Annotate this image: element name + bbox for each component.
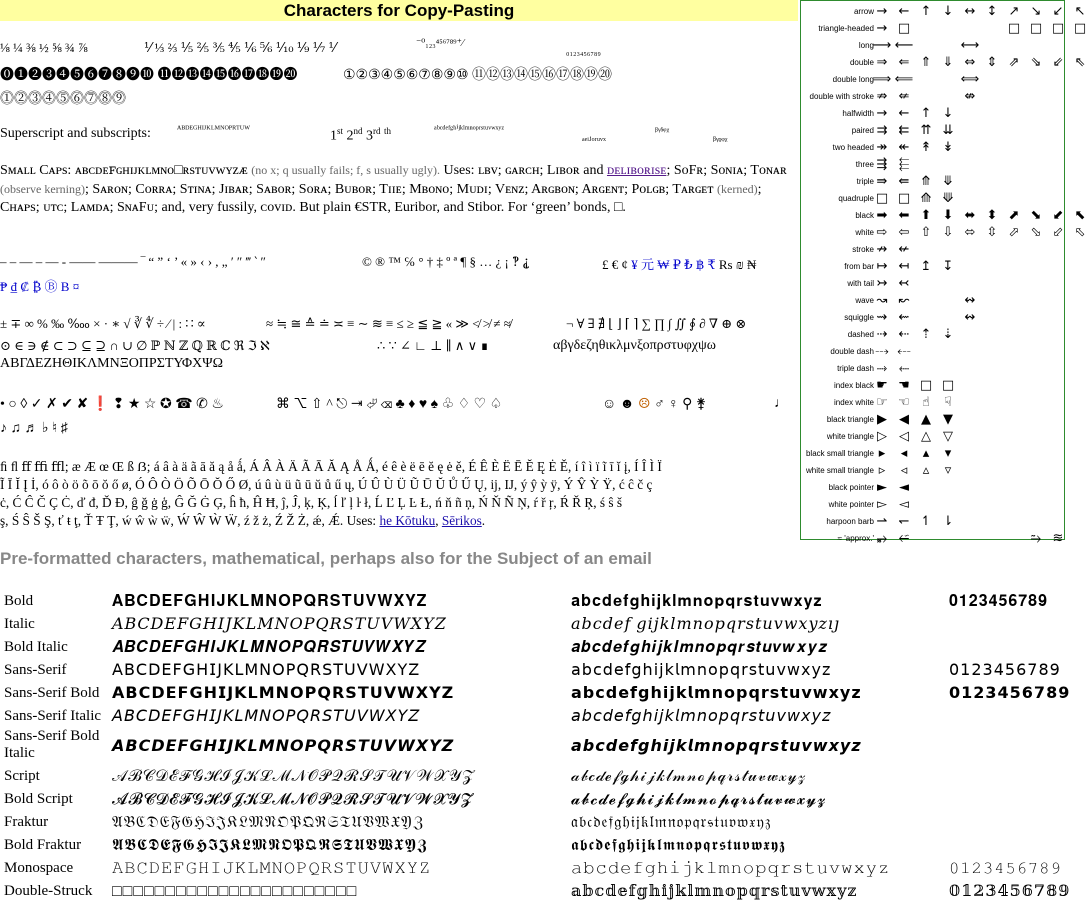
arrow-glyph[interactable]: □: [1073, 21, 1087, 36]
arrow-row-label: two headed: [832, 143, 874, 152]
arrow-row: [801, 411, 1064, 428]
arrow-row: [801, 224, 1086, 241]
arrow-row: [801, 513, 1064, 530]
font-row-name: Script: [4, 768, 40, 784]
font-row-name: Double-Struck: [4, 883, 93, 899]
greek-lowercase: αβγδεζηθικλμνξοπρστυφχψω: [553, 338, 716, 353]
arrow-glyph[interactable]: ⇔: [964, 55, 976, 70]
greek-uppercase: ΑΒΓΔΕΖΗΘΙΚΛΜΝΞΟΠΡΣΤΥΦΧΨΩ: [0, 356, 224, 371]
font-row: [0, 880, 1071, 903]
font-row-name: Sans-Serif: [4, 662, 67, 678]
arrow-glyph[interactable]: ⥲: [1030, 531, 1042, 546]
frown-icon: ☹: [638, 397, 651, 412]
arrow-glyph[interactable]: ⇧: [920, 225, 932, 240]
arrow-glyph[interactable]: ⟶: [872, 38, 892, 53]
font-sample[interactable]: 𝟢𝟣𝟤𝟥𝟦𝟧𝟨𝟩𝟪𝟫: [949, 662, 1061, 679]
arrow-glyph[interactable]: □: [919, 378, 933, 393]
arrow-row: [801, 394, 1064, 411]
arrow-glyph[interactable]: ↭: [964, 293, 976, 308]
arrow-glyph[interactable]: ⤏: [875, 344, 889, 359]
arrow-glyph[interactable]: □: [897, 191, 911, 206]
font-sample[interactable]: 𝔞𝔟𝔠𝔡𝔢𝔣𝔤𝔥𝔦𝔧𝔨𝔩𝔪𝔫𝔬𝔭𝔮𝔯𝔰𝔱𝔲𝔳𝔴𝔵𝔶𝔷: [571, 814, 772, 831]
arrow-glyph[interactable]: ▷: [877, 429, 887, 444]
arrow-row-label: double long: [832, 75, 874, 84]
font-row: [0, 728, 1067, 765]
circled-numbers: ①②③④⑤⑥⑦⑧⑨⑩ ⑪⑫⑬⑭⑮⑯⑰⑱⑲⑳: [343, 68, 613, 83]
page-title: Characters for Copy-Pasting: [0, 0, 798, 21]
arrow-row-label: squiggle: [844, 313, 874, 322]
arrow-row-label: black: [855, 211, 874, 220]
font-sample[interactable]: 𝟎𝟏𝟐𝟑𝟒𝟓𝟔𝟕𝟖𝟗: [949, 593, 1048, 610]
fractions-line: ⅛ ¼ ⅜ ½ ⅝ ¾ ⅞: [0, 40, 88, 55]
font-row-name: Bold Script: [4, 791, 73, 807]
keyboard-card-symbols: ⌘ ⌥ ⇧ ^ ⎋ ⇥ ⏎ ⌫ ♣ ♦ ♥ ♠ ♧ ♢ ♡ ♤: [276, 397, 503, 412]
font-sample[interactable]: 𝟶𝟷𝟸𝟹𝟺𝟻𝟼𝟽𝟾𝟿: [949, 860, 1062, 877]
arrow-glyph[interactable]: ↭: [964, 310, 976, 325]
arrow-glyph[interactable]: ⟹: [872, 72, 892, 87]
arrow-glyph[interactable]: ⇐: [898, 55, 910, 70]
arrow-glyph[interactable]: ▹: [878, 463, 886, 478]
arrow-glyph[interactable]: ⬇: [942, 208, 954, 223]
font-row-name: Bold: [4, 593, 34, 609]
arrow-glyph[interactable]: ▲: [921, 412, 931, 427]
arrow-glyph[interactable]: ↤: [898, 259, 910, 274]
arrow-row: [801, 445, 1064, 462]
arrow-glyph[interactable]: ≋: [1052, 531, 1064, 546]
negative-circled-numbers: ⓿❶❷❸❹❺❻❼❽❾❿ ⓫⓬⓭⓮⓯⓰⓱⓲⓳⓴: [0, 68, 298, 83]
punctuation-line: – – — – — - —— ——— ‾ “ ” ‘ ’ « » ‹ › , „ ′ ″ ‴ ‵ ″: [0, 254, 266, 269]
arrow-glyph[interactable]: ↑: [920, 106, 932, 121]
music-symbols: ♪ ♫ ♬ ♭ ♮ ♯: [0, 421, 68, 436]
arrow-glyph[interactable]: ◄: [899, 480, 909, 495]
arrow-glyph[interactable]: ⇙: [1052, 55, 1064, 70]
exclamation-icon: ❗: [91, 397, 110, 412]
font-sample[interactable]: 𝙖𝙗𝙘𝙙𝙚𝙛𝙜𝙝𝙞𝙟𝙠𝙡𝙢𝙣𝙤𝙥𝙦𝙧𝙨𝙩𝙪𝙫𝙬𝙭𝙮𝙯: [571, 738, 862, 755]
font-row: [0, 705, 1067, 728]
arrow-glyph[interactable]: ↿: [920, 514, 932, 529]
arrow-glyph[interactable]: ▻: [877, 497, 887, 512]
arrow-glyph[interactable]: ⟰: [920, 191, 932, 206]
arrow-glyph[interactable]: ⬸: [898, 361, 910, 376]
arrow-row: [801, 20, 1087, 37]
font-row-name: Bold Fraktur: [4, 837, 82, 853]
arrow-glyph[interactable]: →: [876, 21, 888, 36]
font-sample[interactable]: □□□□□□□□□□□□□□□□□□□□□□□: [112, 883, 358, 900]
arrow-row: [801, 71, 1064, 88]
arrow-row: [801, 241, 1064, 258]
font-row-name: Sans-Serif Italic: [4, 708, 102, 724]
arrow-glyph[interactable]: ⇒: [876, 55, 888, 70]
arrow-glyph[interactable]: ▶: [877, 412, 887, 427]
font-sample[interactable]: 𝐚𝐛𝐜𝐝𝐞𝐟𝐠𝐡𝐢𝐣𝐤𝐥𝐦𝐧𝐨𝐩𝐪𝐫𝐬𝐭𝐮𝐯𝐰𝐱𝐲𝐳: [571, 593, 823, 610]
arrow-glyph[interactable]: ⇊: [942, 123, 954, 138]
superscripts-label: Superscript and subscripts:: [0, 126, 151, 141]
arrow-glyph[interactable]: ◁: [899, 429, 909, 444]
arrow-glyph[interactable]: ↓: [942, 4, 954, 19]
arrow-glyph[interactable]: ↗: [1008, 4, 1020, 19]
font-row: [0, 636, 1067, 659]
arrow-row: [801, 88, 1064, 105]
arrow-glyph[interactable]: ⟷: [960, 38, 980, 53]
arrow-glyph[interactable]: ⇠: [898, 327, 910, 342]
arrow-glyph[interactable]: ↚: [898, 242, 910, 257]
arrow-row-label: double with stroke: [809, 92, 874, 101]
font-row: [0, 834, 1067, 857]
arrow-row-label: long: [858, 41, 874, 50]
arrow-row-label: white small triangle: [805, 466, 874, 475]
arrow-glyph[interactable]: ▵: [922, 463, 930, 478]
arrow-row-label: harpoon barb: [826, 517, 874, 526]
arrow-glyph[interactable]: ↞: [898, 140, 910, 155]
arrow-glyph[interactable]: ↦: [876, 259, 888, 274]
arrow-glyph[interactable]: ←: [898, 106, 910, 121]
arrow-glyph[interactable]: ⬂: [1030, 225, 1042, 240]
arrow-glyph[interactable]: ⇑: [920, 55, 932, 70]
arrow-glyph[interactable]: ⇦: [898, 225, 910, 240]
quarter-note-icon: ♩: [774, 396, 788, 411]
arrow-row-label: halfwidth: [842, 109, 874, 118]
font-sample[interactable]: 𝕒𝕓𝕔𝕕𝕖𝕗𝕘𝕙𝕚𝕛𝕜𝕝𝕞𝕟𝕠𝕡𝕢𝕣𝕤𝕥𝕦𝕧𝕨𝕩𝕪𝕫: [571, 883, 858, 900]
arrow-glyph[interactable]: ⤎: [897, 344, 911, 359]
sub-digits: ₀₁₂₃₄₅₆₇₈₉: [566, 46, 601, 57]
small-caps-paragraph: Sᴍᴀʟʟ Cᴀᴘs: ᴀʙᴄᴅᴇꜰɢʜɪᴊᴋʟᴍɴᴏ□ʀsᴛᴜᴠᴡʏᴢᴁ (no x; q usually fails; f, s usually ugly). Uses: ʟʙᴠ; ɢᴀʀᴄʜ; Lɪʙᴏʀ and ᴅᴇʟɪʙᴏʀɪsᴇ; SᴏFʀ; Sᴏɴɪᴀ; Tᴏɴᴀʀ (observe kerning); Sᴀʀᴏɴ; Cᴏʀʀᴀ; Sᴛɪɴᴀ; Jɪʙᴀʀ; Sᴀʙᴏʀ; Sᴏʀᴀ; Bᴜʙᴏʀ; Tɪɪᴇ; Mʙᴏɴᴏ; Mᴜᴅɪ; Vᴇɴᴢ; Aʀɢʙᴏɴ; Aʀɢᴇɴᴛ; Pᴏʟɢʙ; Tᴀʀɢᴇᴛ (kerned); Cʜᴀᴘs; ᴜᴛᴄ; Lᴀᴍᴅᴀ; SɴᴀFᴜ; and, very fussily, ᴄᴏᴠɪᴅ. But plain €STR, Euribor, and Stibor. For ‘green’ bonds, □.: [0, 163, 787, 215]
arrow-row: [801, 156, 1064, 173]
arrow-glyph[interactable]: ⟺: [960, 72, 980, 87]
arrow-glyph[interactable]: ⤋: [942, 174, 954, 189]
arrow-glyph[interactable]: ⇜: [898, 310, 910, 325]
arrow-row-label: ≈ 'approx.': [837, 534, 874, 543]
font-sample[interactable]: 𝗮𝗯𝗰𝗱𝗲𝗳𝗴𝗵𝗶𝗷𝗸𝗹𝗺𝗻𝗼𝗽𝗾𝗿𝘀𝘁𝘂𝘃𝘄𝘅𝘆𝘇: [571, 685, 862, 702]
font-row: [0, 765, 1067, 788]
arrow-glyph[interactable]: ⇓: [942, 55, 954, 70]
arrow-glyph[interactable]: ⤑: [876, 361, 888, 376]
arrow-row: [801, 173, 1064, 190]
arrow-row-label: stroke: [852, 245, 874, 254]
arrow-glyph[interactable]: ⬆: [920, 208, 932, 223]
arrow-glyph[interactable]: ⇛: [876, 174, 888, 189]
arrow-row: [801, 275, 1064, 292]
font-row: [0, 659, 1067, 682]
arrow-glyph[interactable]: ⇀: [876, 514, 888, 529]
font-sample[interactable]: 𝑎𝑏𝑐𝑑𝑒𝑓 𝑔𝑖𝑗𝑘𝑙𝑚𝑛𝑜𝑝𝑞𝑟𝑠𝑡𝑢𝑣𝑤𝑥𝑦𝑧𝚤𝚥: [571, 616, 840, 633]
arrow-row: [801, 343, 1064, 360]
arrow-glyph[interactable]: ↣: [876, 276, 888, 291]
arrow-glyph[interactable]: ◀: [899, 412, 909, 427]
font-sample[interactable]: 𝖺𝖻𝖼𝖽𝖾𝖿𝗀𝗁𝗂𝗃𝗄𝗅𝗆𝗇𝗈𝗉𝗊𝗋𝗌𝗍𝗎𝗏𝗐𝗑𝗒𝗓: [571, 662, 832, 679]
arrow-row-label: triangle-headed: [818, 24, 874, 33]
arrow-glyph[interactable]: ⇍: [898, 89, 910, 104]
arrow-row: [801, 37, 1064, 54]
arrow-glyph[interactable]: ⬍: [986, 208, 998, 223]
arrow-glyph[interactable]: ☛: [876, 378, 888, 393]
arrow-glyph[interactable]: △: [921, 429, 931, 444]
arrow-row: [801, 479, 1064, 496]
arrow-glyph[interactable]: ☜: [898, 395, 910, 410]
arrow-glyph[interactable]: ⇶: [876, 157, 888, 172]
font-sample[interactable]: 𝟘𝟙𝟚𝟛𝟜𝟝𝟞𝟟𝟠𝟡: [949, 883, 1071, 900]
arrow-glyph[interactable]: ↕: [986, 4, 998, 19]
arrow-row-label: black triangle: [826, 415, 874, 424]
ordinals: 1st 2nd 3rd $^{th}$: [330, 126, 392, 144]
font-sample[interactable]: 𝒜ℬ𝒞𝒟ℰℱ𝒢ℋℐ𝒥𝒦ℒℳ𝒩𝒪𝒫𝒬ℛ𝒮𝒯𝒰𝒱𝒲𝒳𝒴𝒵: [112, 768, 476, 785]
arrow-glyph[interactable]: →: [876, 106, 888, 121]
arrow-row-label: quadruple: [838, 194, 874, 203]
section-heading: Pre-formatted characters, mathematical, perhaps also for the Subject of an email: [0, 549, 652, 568]
arrow-glyph[interactable]: ↙: [1052, 4, 1064, 19]
arrow-glyph[interactable]: ⟵: [894, 38, 914, 53]
font-row: [0, 788, 1067, 811]
arrow-glyph[interactable]: ⇉: [876, 123, 888, 138]
arrow-glyph[interactable]: ⇗: [1008, 55, 1020, 70]
arrow-glyph[interactable]: ⇕: [986, 55, 998, 70]
font-row-name: Sans-Serif Bold: [4, 685, 100, 701]
arrow-glyph[interactable]: ↽: [898, 514, 910, 529]
arrow-glyph[interactable]: ⬃: [1052, 225, 1064, 240]
arrow-glyph[interactable]: ☞: [876, 395, 888, 410]
link-he-kotuku[interactable]: he Kōtuku: [379, 513, 436, 528]
font-sample[interactable]: 𝚊𝚋𝚌𝚍𝚎𝚏𝚐𝚑𝚒𝚓𝚔𝚕𝚖𝚗𝚘𝚙𝚚𝚛𝚜𝚝𝚞𝚟𝚠𝚡𝚢𝚣: [571, 860, 891, 877]
link-serikos[interactable]: Sērikos: [441, 513, 482, 528]
deliborise-link[interactable]: ᴅᴇʟɪʙᴏʀɪsᴇ: [606, 163, 667, 178]
arrow-glyph[interactable]: ↜: [898, 293, 910, 308]
arrow-glyph[interactable]: ⇎: [964, 89, 976, 104]
arrow-glyph[interactable]: ⬀: [1008, 225, 1020, 240]
arrow-row-label: wave: [855, 296, 874, 305]
arrow-row-label: black small triangle: [805, 449, 874, 458]
arrow-glyph[interactable]: ⇘: [1030, 55, 1042, 70]
arrow-glyph[interactable]: ⬄: [964, 225, 976, 240]
font-row-name: Italic: [4, 616, 35, 632]
arrow-glyph[interactable]: ↠: [876, 140, 888, 155]
arrow-row: [801, 309, 1064, 326]
arrow-glyph[interactable]: ⬱: [898, 157, 910, 172]
arrow-row-label: with tail: [847, 279, 874, 288]
therefore-symbols: ∴ ∵ ∠ ∟ ⊥ ∥ ∧ ∨ ∎: [377, 338, 489, 353]
arrow-glyph[interactable]: ↢: [898, 276, 910, 291]
arrow-row-label: white triangle: [826, 432, 874, 441]
arrow-row: [801, 292, 1064, 309]
math-operators: ± ∓ ∞ % ‰ ‱ × · ∗ √ ∛ ∜ ÷ ∕ | : ∷ ∝: [0, 316, 206, 331]
arrow-glyph[interactable]: ⬈: [1008, 208, 1020, 223]
arrow-row-label: white: [855, 228, 874, 237]
arrow-glyph[interactable]: ⬁: [1074, 225, 1086, 240]
arrow-row: [801, 105, 1064, 122]
font-sample[interactable]: 𝒂𝒃𝒄𝒅𝒆𝒇𝒈𝒉𝒊𝒋𝒌𝒍𝒎𝒏𝒐𝒑𝒒𝒓𝒔𝒕𝒖𝒗𝒘𝒙𝒚𝒛: [571, 639, 829, 656]
arrow-row-label: paired: [851, 126, 874, 135]
arrow-glyph[interactable]: ⇳: [986, 225, 998, 240]
arrow-glyph[interactable]: ☚: [898, 378, 910, 393]
superscript-lower: ᵃᵇᶜᵈᵉᶠᵍʰⁱʲᵏˡᵐⁿᵒᵖʳˢᵗᵘᵛʷˣʸᶻ: [434, 124, 505, 135]
arrow-glyph[interactable]: ⇇: [898, 123, 910, 138]
font-sample[interactable]: 𝔄𝔅ℭ𝔇𝔈𝔉𝔊ℌℑ𝔍𝔎𝔏𝔐𝔑𝔒𝔓𝔔ℜ𝔖𝔗𝔘𝔙𝔚𝔛𝔜ℨ: [112, 814, 424, 831]
arrow-glyph[interactable]: ⇣: [942, 327, 954, 342]
arrow-row: [801, 496, 1064, 513]
currency-line-2: ₱ ₫ ₡ ₿ Ⓑ B ¤: [0, 279, 80, 294]
font-sample[interactable]: 𝖠𝖡𝖢𝖣𝖤𝖥𝖦𝖧𝖨𝖩𝖪𝖫𝖬𝖭𝖮𝖯𝖰𝖱𝖲𝖳𝖴𝖵𝖶𝖷𝖸𝖹: [112, 662, 421, 679]
arrow-row-label: index black: [833, 381, 874, 390]
arrow-glyph[interactable]: ↡: [942, 140, 954, 155]
arrow-glyph[interactable]: ⟸: [894, 72, 914, 87]
font-row-name: Bold Italic: [4, 639, 68, 655]
font-sample[interactable]: 𝖆𝖇𝖈𝖉𝖊𝖋𝖌𝖍𝖎𝖏𝖐𝖑𝖒𝖓𝖔𝖕𝖖𝖗𝖘𝖙𝖚𝖛𝖜𝖝𝖞𝖟: [571, 837, 786, 854]
arrow-glyph[interactable]: ↝: [876, 293, 888, 308]
arrow-glyph[interactable]: ↖: [1074, 4, 1086, 19]
arrow-table: [800, 0, 1087, 546]
set-symbols: ⊙ ∈ ∋ ∉ ⊂ ⊃ ⊆ ⊇ ∩ ∪ ∅ ℙ ℕ ℤ ℚ ℝ ℂ ℜ ℑ ℵ: [0, 338, 270, 353]
font-sample[interactable]: 𝘈𝘉𝘊𝘋𝘌𝘍𝘎𝘏𝘐𝘑𝘒𝘓𝘔𝘕𝘖𝘗𝘘𝘙𝘚𝘛𝘜𝘝𝘞𝘟𝘠𝘡: [112, 708, 421, 725]
font-sample[interactable]: 𝑨𝑩𝑪𝑫𝑬𝑭𝑮𝑯𝑰𝑱𝑲𝑳𝑴𝑵𝑶𝑷𝑸𝑹𝑺𝑻𝑼𝑽𝑾𝑿𝒀𝒁: [112, 639, 427, 656]
vulgar-fractions: ⅟ ⅓ ⅔ ⅕ ⅖ ⅗ ⅘ ⅙ ⅚ ⅒ ⅑ ⅐ ⅟: [144, 40, 336, 55]
arrow-row: [801, 258, 1064, 275]
font-row: [0, 811, 1067, 834]
font-sample[interactable]: 𝓐𝓑𝓒𝓓𝓔𝓕𝓖𝓗𝓘𝓙𝓚𝓛𝓜𝓝𝓞𝓟𝓠𝓡𝓢𝓣𝓤𝓥𝓦𝓧𝓨𝓩: [112, 791, 474, 808]
arrow-glyph[interactable]: ↓: [942, 106, 954, 121]
arrow-glyph[interactable]: ◂: [900, 446, 908, 461]
arrow-glyph[interactable]: □: [1029, 21, 1043, 36]
arrow-row: [801, 139, 1064, 156]
arrow-glyph[interactable]: □: [897, 21, 911, 36]
font-row: [0, 590, 1067, 613]
arrow-glyph[interactable]: ◅: [899, 497, 909, 512]
arrow-row: [801, 360, 1064, 377]
arrow-glyph[interactable]: □: [875, 191, 889, 206]
arrow-glyph[interactable]: ▸: [878, 446, 886, 461]
font-sample[interactable]: 𝕬𝕭𝕮𝕯𝕰𝕱𝕲𝕳𝕴𝕵𝕶𝕷𝕸𝕹𝕺𝕻𝕼𝕽𝕾𝕿𝖀𝖁𝖂𝖃𝖄𝖅: [112, 837, 428, 854]
font-sample[interactable]: 𝘢𝘣𝘤𝘥𝘦𝘧𝘨𝘩𝘪𝘫𝘬𝘭𝘮𝘯𝘰𝘱𝘲𝘳𝘴𝘵𝘶𝘷𝘸𝘹𝘺𝘻: [571, 708, 832, 725]
arrow-glyph[interactable]: ⬊: [1030, 208, 1042, 223]
arrow-glyph[interactable]: ⥵: [876, 531, 888, 546]
arrow-glyph[interactable]: ↟: [920, 140, 932, 155]
arrow-glyph[interactable]: ▽: [943, 429, 953, 444]
arrow-glyph[interactable]: □: [1051, 21, 1065, 36]
font-sample[interactable]: 𝗔𝗕𝗖𝗗𝗘𝗙𝗚𝗛𝗜𝗝𝗞𝗟𝗠𝗡𝗢𝗣𝗤𝗥𝗦𝗧𝗨𝗩𝗪𝗫𝗬𝗭: [112, 685, 455, 702]
arrow-glyph[interactable]: ⬅: [898, 208, 910, 223]
arrow-glyph[interactable]: ▴: [922, 446, 930, 461]
arrow-row-label: three: [855, 160, 874, 169]
arrow-row: [801, 3, 1086, 20]
arrow-row: [801, 326, 1064, 343]
arrow-glyph[interactable]: ⇢: [876, 327, 888, 342]
arrow-glyph[interactable]: ⇨: [876, 225, 888, 240]
arrow-glyph[interactable]: ⇂: [942, 514, 954, 529]
arrow-glyph[interactable]: ☟: [944, 395, 952, 410]
arrow-glyph[interactable]: ↑: [920, 4, 932, 19]
double-circled-numbers: ⓵⓶⓷⓸⓹⓺⓻⓼⓽: [0, 92, 126, 107]
font-row-name: Sans-Serif Bold Italic: [4, 728, 100, 761]
arrow-row-label: double: [849, 58, 874, 67]
arrow-row: [801, 428, 1064, 445]
font-sample[interactable]: 𝐀𝐁𝐂𝐃𝐄𝐅𝐆𝐇𝐈𝐉𝐊𝐋𝐌𝐍𝐎𝐏𝐐𝐑𝐒𝐓𝐔𝐕𝐖𝐗𝐘𝐙: [112, 593, 428, 610]
arrow-glyph[interactable]: ⬉: [1074, 208, 1086, 223]
super-digits: ⁻⁰₁₂₃⁴⁵⁶⁷⁸⁹⁺⁄: [416, 38, 464, 49]
ligatures-accents: ﬁ ﬂ ﬀ ﬃ ﬄ; æ Æ œ Œ ß ẞ; á â à ä ã ā ă ą å ǻ, Á Â À Ä Ã Ā Ă Ą Å Ǻ, é ê è ë ē ĕ ę ė ě, É Ê È Ë Ē Ĕ Ę Ė Ě, í î ì ï ĩ ī ĭ į, Í Î Ì Ï Ĩ Ī Ĭ Į İ, ó ô ò ö õ ō ŏ ő ø, Ó Ô Ò Ö Õ Ō Ŏ Ő Ø, ú û ù ü ũ ū ŭ ů ű ų, Ú Û Ù Ü Ũ Ū Ŭ Ů Ű Ų, ij, Ĳ, ý ŷ ỳ ÿ, Ý Ŷ Ỳ Ÿ, ć ĉ č ç ċ, Ć Ĉ Č Ç Ċ, ď đ, Ď Đ, ĝ ğ ġ ģ, Ĝ Ğ Ġ Ģ, ĥ ħ, Ĥ Ħ, ĵ, Ĵ, ķ, Ķ, ĺ ľ ļ ŀ ł, Ĺ Ľ Ļ Ŀ Ł, ń ň ñ ņ, Ń Ň Ñ Ņ, ŕ ř ŗ, Ŕ Ř Ŗ, ś ŝ š ş, Ś Ŝ Š Ş, ť ŧ ţ, Ť Ŧ Ţ, ẃ ŵ ẁ ẅ, Ẃ Ŵ Ẁ Ẅ, ź ž ż, Ź Ž Ż, ǽ, Ǽ. Uses: he Kōtuku, Sērikos.: [0, 459, 662, 528]
arrow-glyph[interactable]: →: [876, 4, 888, 19]
arrow-glyph[interactable]: ↛: [876, 242, 888, 257]
arrow-glyph[interactable]: ↥: [920, 259, 932, 274]
arrow-row: [801, 122, 1064, 139]
font-row: [0, 857, 1067, 880]
font-row-name: Fraktur: [4, 814, 49, 830]
arrow-row-label: double dash: [830, 347, 874, 356]
arrow-glyph[interactable]: ◃: [900, 463, 908, 478]
greek-superscripts: ᵝᵞᵟᵠᵡ: [655, 126, 670, 137]
arrow-row: [801, 207, 1086, 224]
arrow-glyph[interactable]: ►: [877, 480, 887, 495]
font-sample[interactable]: 𝘼𝘽𝘾𝘿𝙀𝙁𝙂𝙃𝙄𝙅𝙆𝙇𝙈𝙉𝙊𝙋𝙌𝙍𝙎𝙏𝙐𝙑𝙒𝙓𝙔𝙕: [112, 738, 455, 755]
font-row: [0, 613, 1067, 636]
arrow-glyph[interactable]: ⇏: [876, 89, 888, 104]
arrow-row: [801, 530, 1064, 547]
arrow-glyph[interactable]: ▼: [943, 412, 953, 427]
subscript-lower: ₐₑᵢⱼₒᵣᵤᵥₓ: [582, 132, 606, 143]
arrow-glyph[interactable]: ▿: [944, 463, 952, 478]
arrow-glyph[interactable]: ↧: [942, 259, 954, 274]
font-sample[interactable]: 𝙰𝙱𝙲𝙳𝙴𝙵𝙶𝙷𝙸𝙹𝙺𝙻𝙼𝙽𝙾𝙿𝚀𝚁𝚂𝚃𝚄𝚅𝚆𝚇𝚈𝚉: [112, 860, 432, 877]
font-row-name: Monospace: [4, 860, 74, 876]
arrow-glyph[interactable]: ⬌: [964, 208, 976, 223]
arrow-row-label: arrow: [853, 7, 874, 16]
arrow-glyph[interactable]: ↘: [1030, 4, 1042, 19]
dingbats-line: • ○ ◊ ✓ ✗ ✔ ✘ ❗ ❢ ★ ☆ ✪ ☎ ✆ ♨: [0, 397, 224, 412]
arrow-row: [801, 462, 1064, 479]
smiley-faces: ☺ ☻ ☹ ♂ ♀ ⚲ ⚵: [602, 397, 707, 412]
arrow-row-label: index white: [833, 398, 874, 407]
arrow-row-label: triple dash: [837, 364, 874, 373]
arrow-row: [801, 377, 1064, 394]
arrow-glyph[interactable]: ➡: [876, 208, 888, 223]
arrow-glyph[interactable]: ⟱: [942, 191, 954, 206]
arrow-glyph[interactable]: ←: [898, 4, 910, 19]
font-sample[interactable]: 𝟬𝟭𝟮𝟯𝟰𝟱𝟲𝟳𝟴𝟵: [949, 685, 1071, 702]
arrow-glyph[interactable]: ⇩: [942, 225, 954, 240]
arrow-glyph[interactable]: ⇚: [898, 174, 910, 189]
arrow-row: [801, 54, 1086, 71]
arrow-glyph[interactable]: □: [1007, 21, 1021, 36]
arrow-row: [801, 190, 1064, 207]
arrow-glyph[interactable]: ▾: [944, 446, 952, 461]
arrow-row-label: dashed: [847, 330, 874, 339]
font-sample[interactable]: 𝐴𝐵𝐶𝐷𝐸𝐹𝐺𝐻𝐼𝐽𝐾𝐿𝑀𝑁𝑂𝑃𝑄𝑅𝑆𝑇𝑈𝑉𝑊𝑋𝑌𝑍: [112, 616, 447, 633]
font-row: [0, 682, 1071, 705]
arrow-glyph[interactable]: ↔: [964, 4, 976, 19]
arrow-row-label: triple: [856, 177, 874, 186]
logic-symbols: ¬ ∀ ∃ ∄ ⌊ ⌋ ⌈ ⌉ ∑ ∏ ∫ ∬ ∮ ∂ ∇ ⊕ ⊗: [566, 316, 747, 331]
misc-symbols: © ® ™ ℅ ° † ‡ º ª ¶ § … ¿ ¡ ‽ ⸘: [362, 254, 530, 269]
arrow-glyph[interactable]: □: [941, 378, 955, 393]
greek-subscripts: ᵦᵧᵨᵩᵪ: [713, 132, 728, 143]
arrow-glyph[interactable]: ⤊: [920, 174, 932, 189]
font-sample[interactable]: 𝓪𝓫𝓬𝓭𝓮𝓯𝓰𝓱𝓲𝓳𝓴𝓵𝓶𝓷𝓸𝓹𝓺𝓻𝓼𝓽𝓾𝓿𝔀𝔁𝔂𝔃: [571, 791, 827, 808]
arrow-glyph[interactable]: ⇖: [1074, 55, 1086, 70]
superscript-caps: ᴬᴮᴰᴱᴳᴴᴵᴶᴷᴸᴹᴺᴼᴾᴿᵀᵁᵂ: [177, 124, 250, 135]
relations: ≈ ≒ ≅ ≙ ≐ ≍ ≡ ∼ ≋ ≡ ≤ ≥ ≦ ≧ « ≫ ≮ ≯ ≠ ≉: [266, 316, 511, 331]
font-sample[interactable]: 𝒶𝒷𝒸𝒹ℯ𝒻ℊ𝒽𝒾𝒿𝓀𝓁𝓂𝓃ℴ𝓅𝓆𝓇𝓈𝓉𝓊𝓋𝓌𝓍𝓎𝓏: [571, 768, 807, 785]
arrow-glyph[interactable]: ⇝: [876, 310, 888, 325]
arrow-glyph[interactable]: ⭁: [898, 531, 910, 546]
currency-line: £ € ¢ ¥ 元 ₩ ₽ ₺ ฿ ₹ Rs ₪ ₦: [602, 257, 757, 272]
arrow-row-label: white pointer: [828, 500, 874, 509]
arrow-glyph[interactable]: ⇈: [920, 123, 932, 138]
arrow-row-label: black pointer: [828, 483, 874, 492]
arrow-glyph[interactable]: ⇡: [920, 327, 932, 342]
arrow-row-label: from bar: [844, 262, 874, 271]
arrow-glyph[interactable]: ⬋: [1052, 208, 1064, 223]
arrow-glyph[interactable]: ☝: [922, 395, 930, 410]
